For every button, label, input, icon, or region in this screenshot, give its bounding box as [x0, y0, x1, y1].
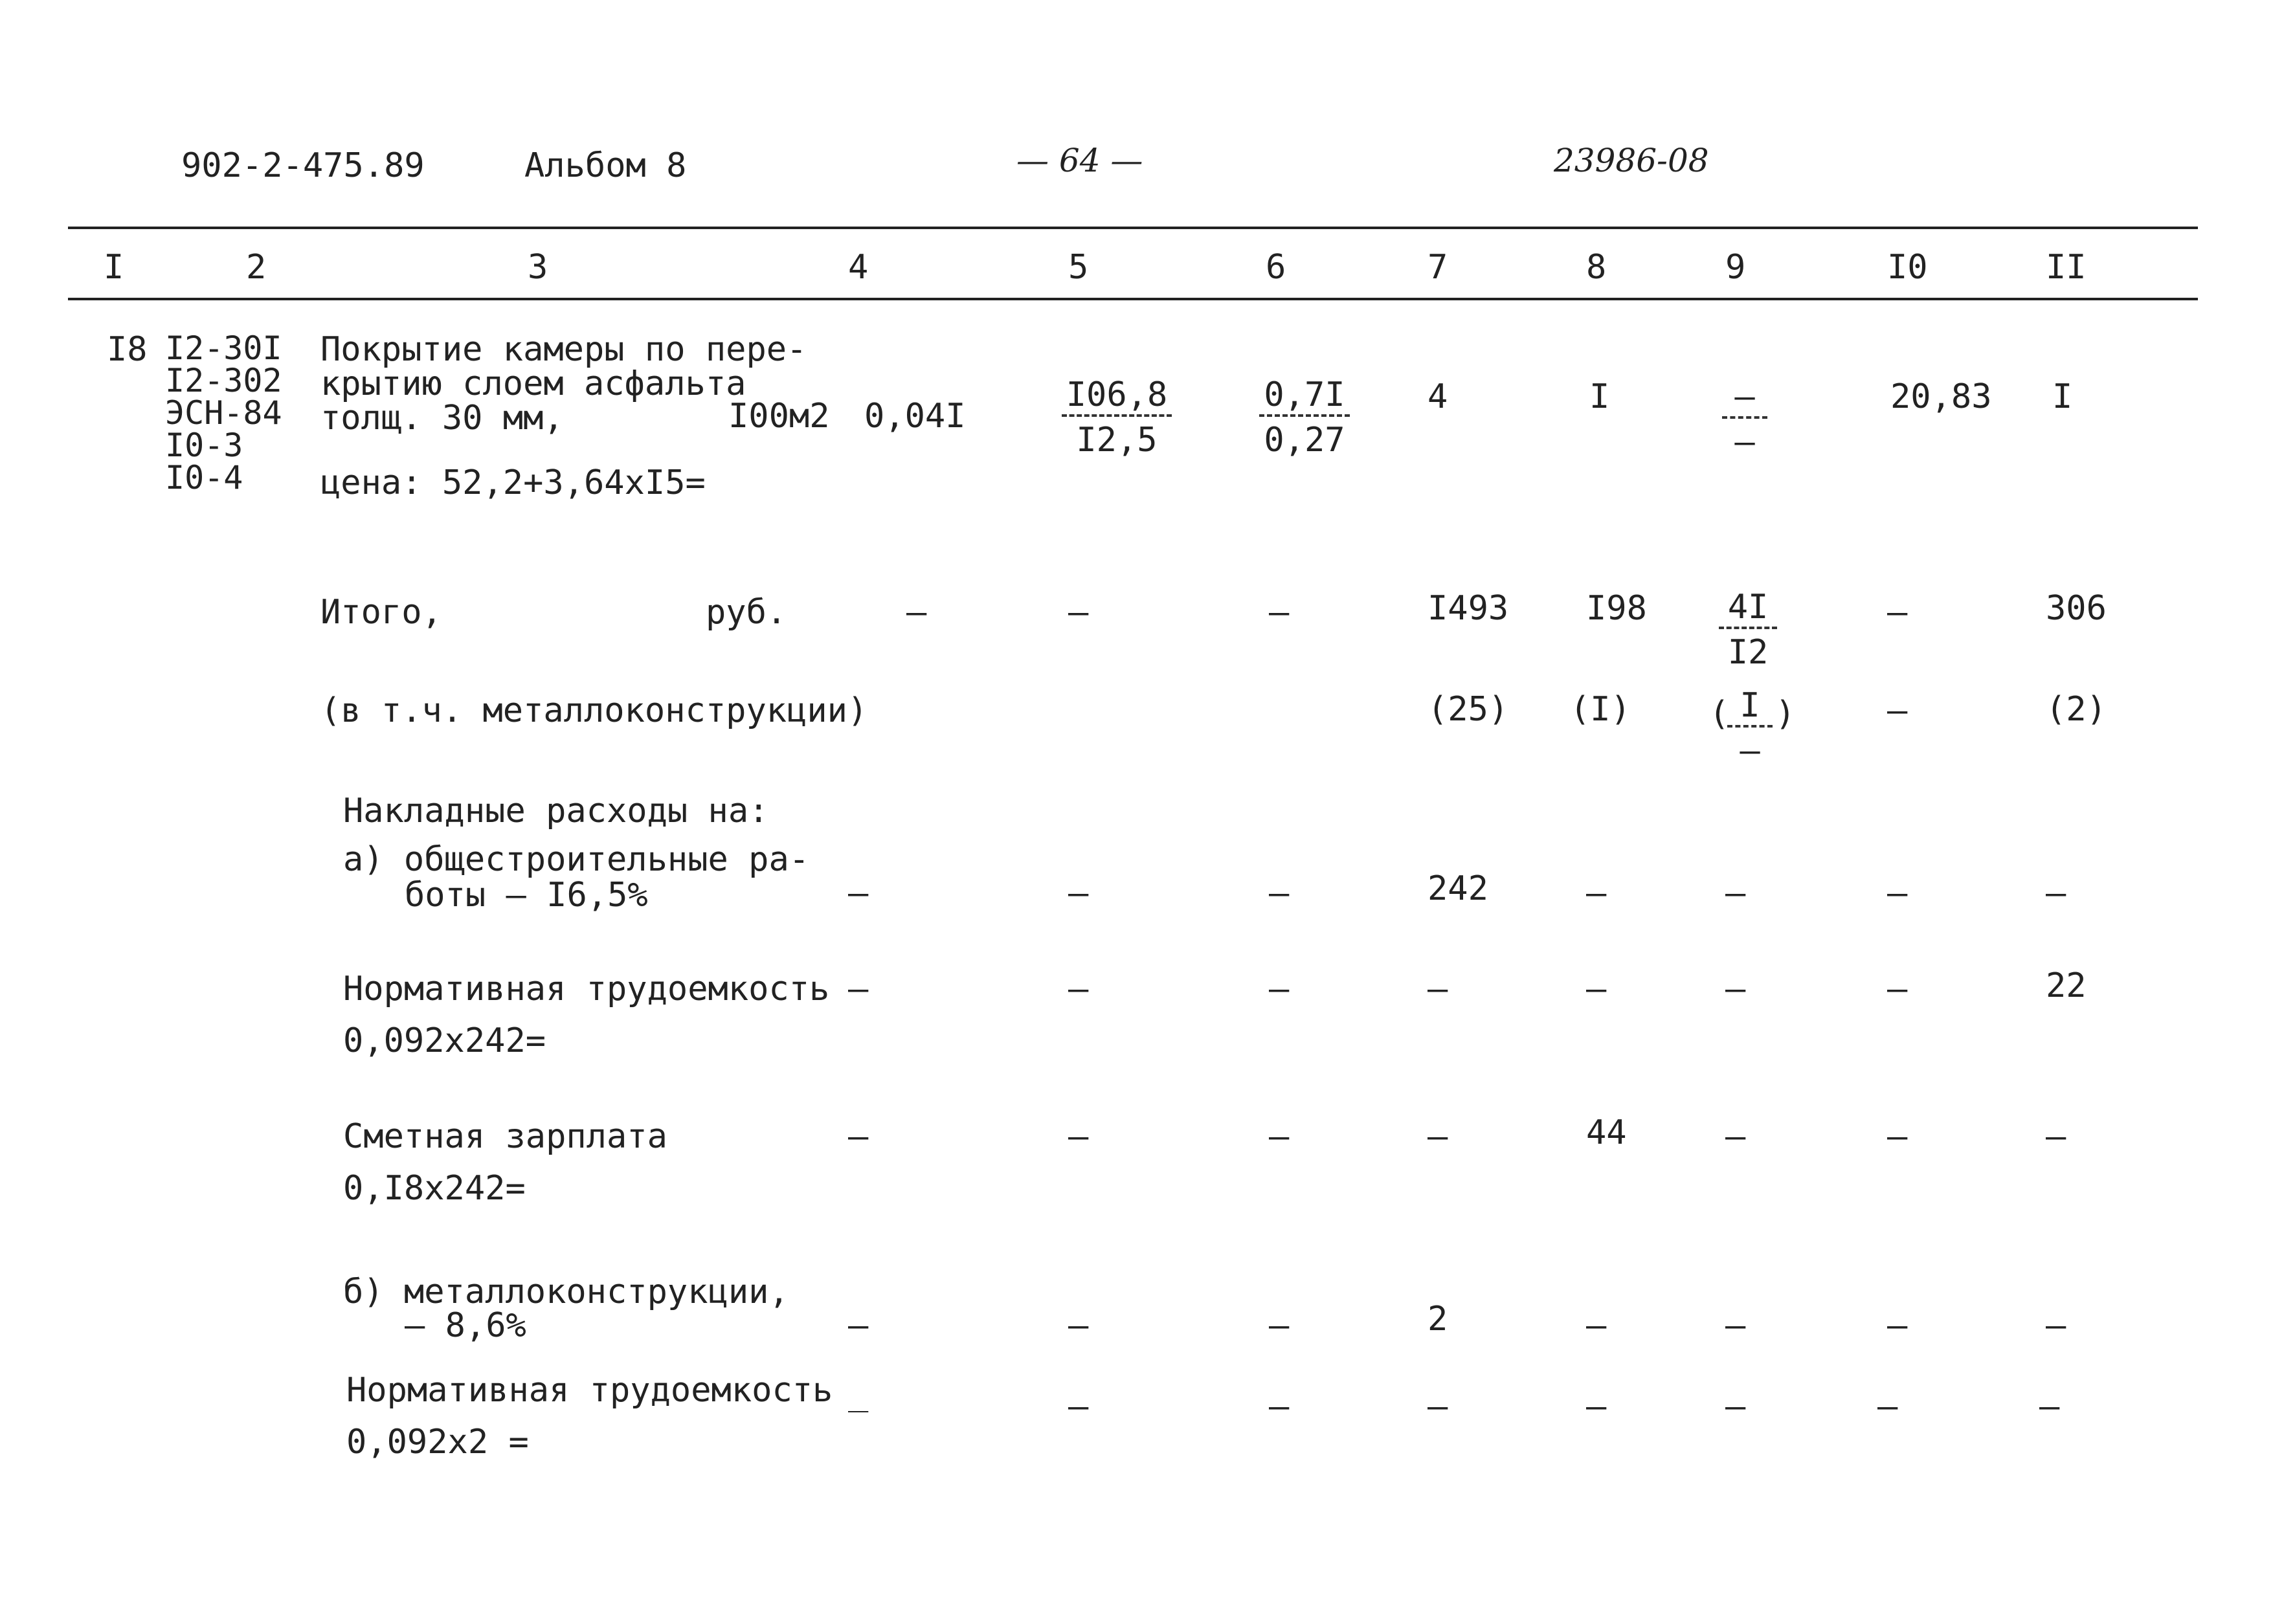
cell-col8: – [1586, 970, 1607, 1008]
cell-col5: – [1068, 1117, 1089, 1156]
cell-col8: – [1586, 1387, 1607, 1426]
rate-code: I2-30I [165, 329, 282, 367]
wage-label: Сметная зарплата [343, 1117, 667, 1156]
col9-fraction [1727, 687, 1773, 769]
cell-col11: – [2046, 874, 2066, 913]
cell-col10: – [1887, 970, 1908, 1008]
overhead-b-line2: – 8,6% [405, 1306, 526, 1345]
cell-col6: – [1269, 593, 1290, 632]
col9-bottom: I2 [1727, 633, 1769, 672]
cell-col7: – [1428, 1387, 1448, 1426]
item-description-line: Покрытие камеры по пере- [320, 330, 807, 369]
cell-col10: – [1877, 1387, 1898, 1426]
total-label: Итого, [320, 593, 442, 632]
item-description-line: толщ. 30 мм, [320, 399, 564, 438]
cell-col11: – [2039, 1387, 2060, 1426]
cell-col11: (2) [2046, 690, 2107, 729]
col9-bottom: – [1740, 731, 1760, 770]
column-header: 7 [1428, 248, 1448, 287]
column-header: 3 [528, 248, 548, 287]
item-price-formula: цена: 52,2+3,64хI5= [320, 463, 706, 502]
overhead-title: Накладные расходы на: [343, 792, 769, 830]
cell-col9: – [1725, 970, 1746, 1008]
cell-col7: – [1428, 1117, 1448, 1156]
cell-col9: – [1725, 1387, 1746, 1426]
cell-col7: I493 [1428, 589, 1509, 628]
labor-formula: 0,092х242= [343, 1021, 546, 1060]
rate-code: I2-302 [165, 362, 282, 399]
cell-col8: 44 [1586, 1113, 1627, 1152]
cell-col9: – [1725, 874, 1746, 913]
cell-col4: – [848, 970, 869, 1008]
cell-col9: – [1725, 1117, 1746, 1156]
cell-col4: – [848, 874, 869, 913]
cell-col10: – [1887, 874, 1908, 913]
cost-total: 0,7I [1259, 377, 1350, 417]
cell-col5: – [1068, 874, 1089, 913]
cell-col5: – [1068, 1306, 1089, 1345]
unit-cost-total: I06,8 [1062, 377, 1172, 417]
cell-col11: – [2046, 1117, 2066, 1156]
cost-wage: 0,27 [1264, 421, 1345, 460]
item-quantity: 0,04I [864, 397, 966, 436]
column-header: 4 [848, 248, 869, 287]
album-label: Альбом 8 [524, 146, 687, 185]
cell-col11: 22 [2046, 966, 2087, 1005]
column-header: 8 [1586, 248, 1607, 287]
unit-cost-fraction [1062, 377, 1172, 458]
col9-top: – [1722, 379, 1767, 419]
column-header: 6 [1266, 248, 1286, 287]
column-header: 5 [1068, 248, 1089, 287]
doc-number: 902-2-475.89 [181, 146, 425, 185]
cell-col10: – [1887, 1117, 1908, 1156]
wage-formula: 0,I8х242= [343, 1169, 526, 1208]
column-header: 9 [1725, 248, 1746, 287]
cell-col7: (25) [1428, 690, 1509, 729]
cell-col5: – [1068, 970, 1089, 1008]
column-header: 2 [246, 248, 267, 287]
item-number: I8 [107, 330, 148, 369]
column-header: I [104, 248, 124, 287]
cell-col8: I98 [1586, 589, 1647, 628]
col9-bottom: – [1734, 423, 1755, 462]
cost-fraction [1259, 377, 1350, 458]
cell-col5: – [1068, 1387, 1089, 1426]
cell-col6: – [1269, 970, 1290, 1008]
cell-col7: 242 [1428, 869, 1488, 908]
metal-label: (в т.ч. металлоконструкции) [320, 691, 868, 730]
cell-col10: – [1887, 593, 1908, 632]
item-unit: I00м2 [728, 397, 830, 436]
column-header: I0 [1887, 248, 1928, 287]
col9-close-paren: ) [1775, 695, 1796, 733]
cell-col11: I [2052, 377, 2073, 416]
cell-col4: – [906, 593, 927, 632]
cell-col10: – [1887, 691, 1908, 730]
cell-col11: – [2046, 1306, 2066, 1345]
col9-open-paren: ( [1709, 695, 1730, 733]
cell-col4: _ [848, 1374, 869, 1413]
cell-col4: – [848, 1306, 869, 1345]
labor-label: Нормативная трудоемкость [346, 1371, 833, 1410]
cell-col11: 306 [2046, 589, 2107, 628]
cell-col4: – [848, 1117, 869, 1156]
table-top-rule [68, 227, 2198, 229]
cell-col10: – [1887, 1306, 1908, 1345]
page-number: — 64 — [1016, 142, 1143, 179]
col9-top: 4I [1719, 589, 1777, 629]
cell-col6: – [1269, 1306, 1290, 1345]
total-unit: руб. [706, 593, 787, 632]
labor-label: Нормативная трудоемкость [343, 970, 830, 1008]
cell-col7: 4 [1428, 377, 1448, 416]
cell-col9: – [1725, 1306, 1746, 1345]
overhead-a-line1: а) общестроительные ра- [343, 840, 810, 879]
overhead-a-line2: боты – I6,5% [405, 876, 648, 915]
cell-col5: – [1068, 593, 1089, 632]
cell-col6: – [1269, 1387, 1290, 1426]
cell-col7: – [1428, 970, 1448, 1008]
item-description-line: крытию слоем асфальта [320, 364, 746, 403]
cell-col8: (I) [1570, 690, 1631, 729]
inventory-number: 23986-08 [1554, 142, 1709, 179]
cell-col8: – [1586, 874, 1607, 913]
col9-fraction [1719, 589, 1777, 671]
cell-col6: – [1269, 1117, 1290, 1156]
rate-code: ЭСН-84 [165, 394, 282, 432]
rate-code: I0-4 [165, 459, 243, 496]
labor-formula: 0,092х2 = [346, 1423, 529, 1462]
col9-top: I [1727, 687, 1773, 728]
column-header: II [2046, 248, 2087, 287]
col9-fraction [1722, 379, 1767, 460]
cell-col8: – [1586, 1306, 1607, 1345]
cell-col8: I [1589, 377, 1610, 416]
cell-col10: 20,83 [1890, 377, 1992, 416]
overhead-b-line1: б) металлоконструкции, [343, 1273, 789, 1311]
header-bottom-rule [68, 298, 2198, 300]
rate-code: I0-3 [165, 427, 243, 464]
cell-col6: – [1269, 874, 1290, 913]
unit-cost-wage: I2,5 [1076, 421, 1158, 460]
cell-col7: 2 [1428, 1300, 1448, 1339]
